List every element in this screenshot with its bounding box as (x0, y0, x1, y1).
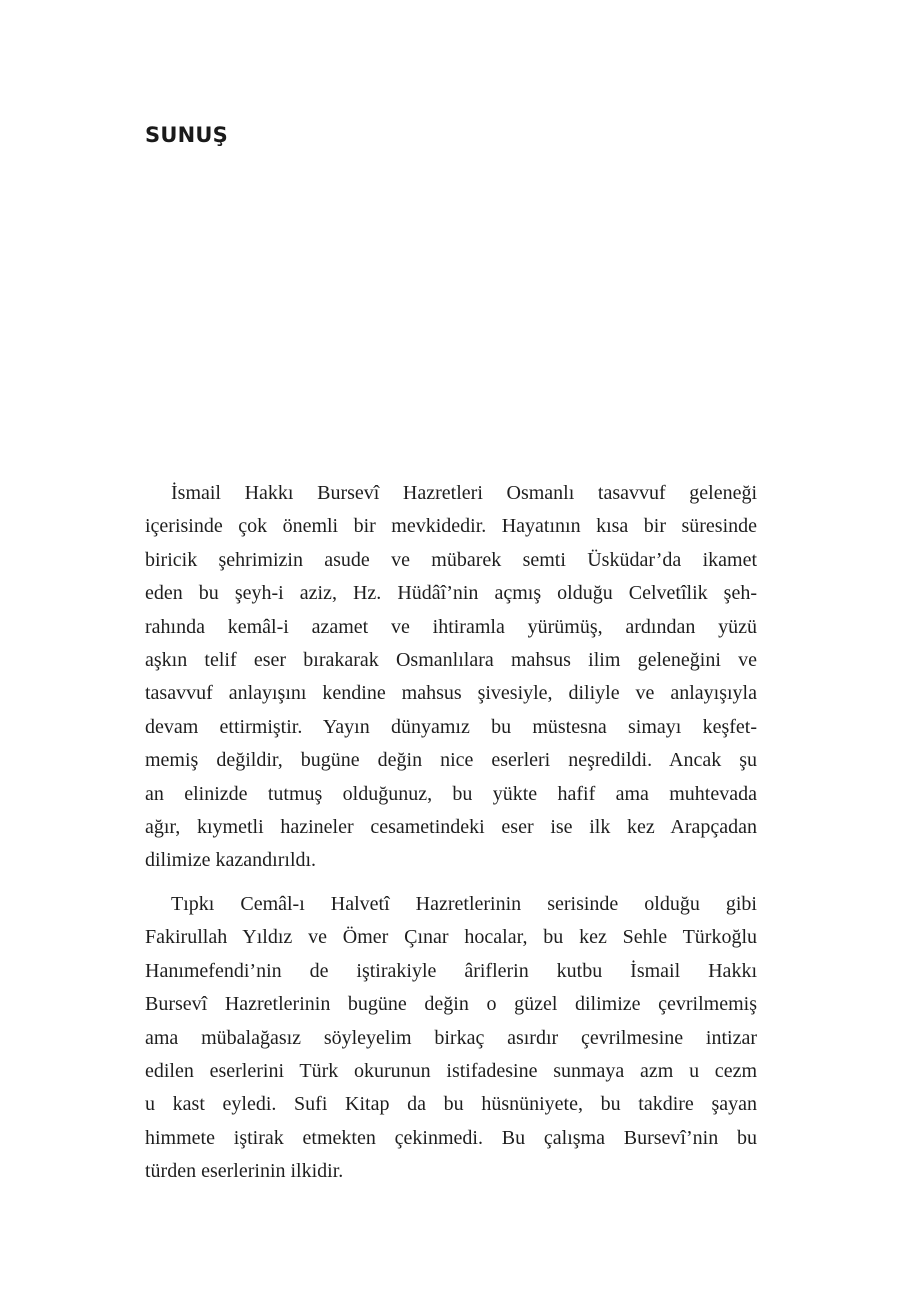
text-line: İsmail Hakkı Bursevî Hazretleri Osmanlı tasavvuf geleneği (171, 482, 757, 504)
text-line: Fakirullah Yıldız ve Ömer Çınar hocalar, bu kez Sehle Türkoğlu (145, 926, 757, 949)
text-line: ağır, kıymetli hazineler cesametindeki eser ise ilk kez Arapçadan (145, 816, 757, 839)
text-line: tasavvuf anlayışını kendine mahsus şivesiyle, diliyle ve anlayışıyla (145, 682, 757, 705)
body-text (145, 477, 757, 1189)
paragraph-1 (145, 477, 757, 878)
section-title: SUNUŞ (145, 123, 228, 147)
text-line: içerisinde çok önemli bir mevkidedir. Hayatının kısa bir süresinde (145, 515, 757, 538)
text-line: edilen eserlerini Türk okurunun istifadesine sunmaya azm u cezm (145, 1059, 757, 1082)
text-line: ama mübalağasız söyleyelim birkaç asırdır çevrilmesine intizar (145, 1026, 757, 1049)
text-line: rahında kemâl-i azamet ve ihtiramla yürümüş, ardından yüzü (145, 615, 757, 638)
text-line: memiş değildir, bugüne değin nice eserleri neşredildi. Ancak şu (145, 749, 757, 772)
text-line: biricik şehrimizin asude ve mübarek semti Üsküdar’da ikamet (145, 548, 757, 571)
text-line: Hanımefendi’nin de iştirakiyle âriflerin kutbu İsmail Hakkı (145, 959, 757, 982)
text-line: an elinizde tutmuş olduğunuz, bu yükte hafif ama muhtevada (145, 782, 757, 805)
text-line: türden eserlerinin ilkidir. (145, 1160, 344, 1183)
paragraph-2 (145, 888, 757, 1189)
text-line: eden bu şeyh-i aziz, Hz. Hüdâî’nin açmış olduğu Celvetîlik şeh- (145, 582, 757, 605)
text-line: Tıpkı Cemâl-ı Halvetî Hazretlerinin serisinde olduğu gibi (171, 892, 757, 915)
text-line: himmete iştirak etmekten çekinmedi. Bu çalışma Bursevî’nin bu (145, 1126, 757, 1149)
text-line: Bursevî Hazretlerinin bugüne değin o güzel dilimize çevrilmemiş (145, 993, 757, 1016)
text-line: devam ettirmiştir. Yayın dünyamız bu müstesna simayı keşfet- (145, 715, 757, 738)
text-line: aşkın telif eser bırakarak Osmanlılara mahsus ilim geleneğini ve (145, 649, 757, 672)
text-line: u kast eyledi. Sufi Kitap da bu hüsnüniyete, bu takdire şayan (145, 1093, 757, 1116)
text-line: dilimize kazandırıldı. (145, 849, 317, 872)
